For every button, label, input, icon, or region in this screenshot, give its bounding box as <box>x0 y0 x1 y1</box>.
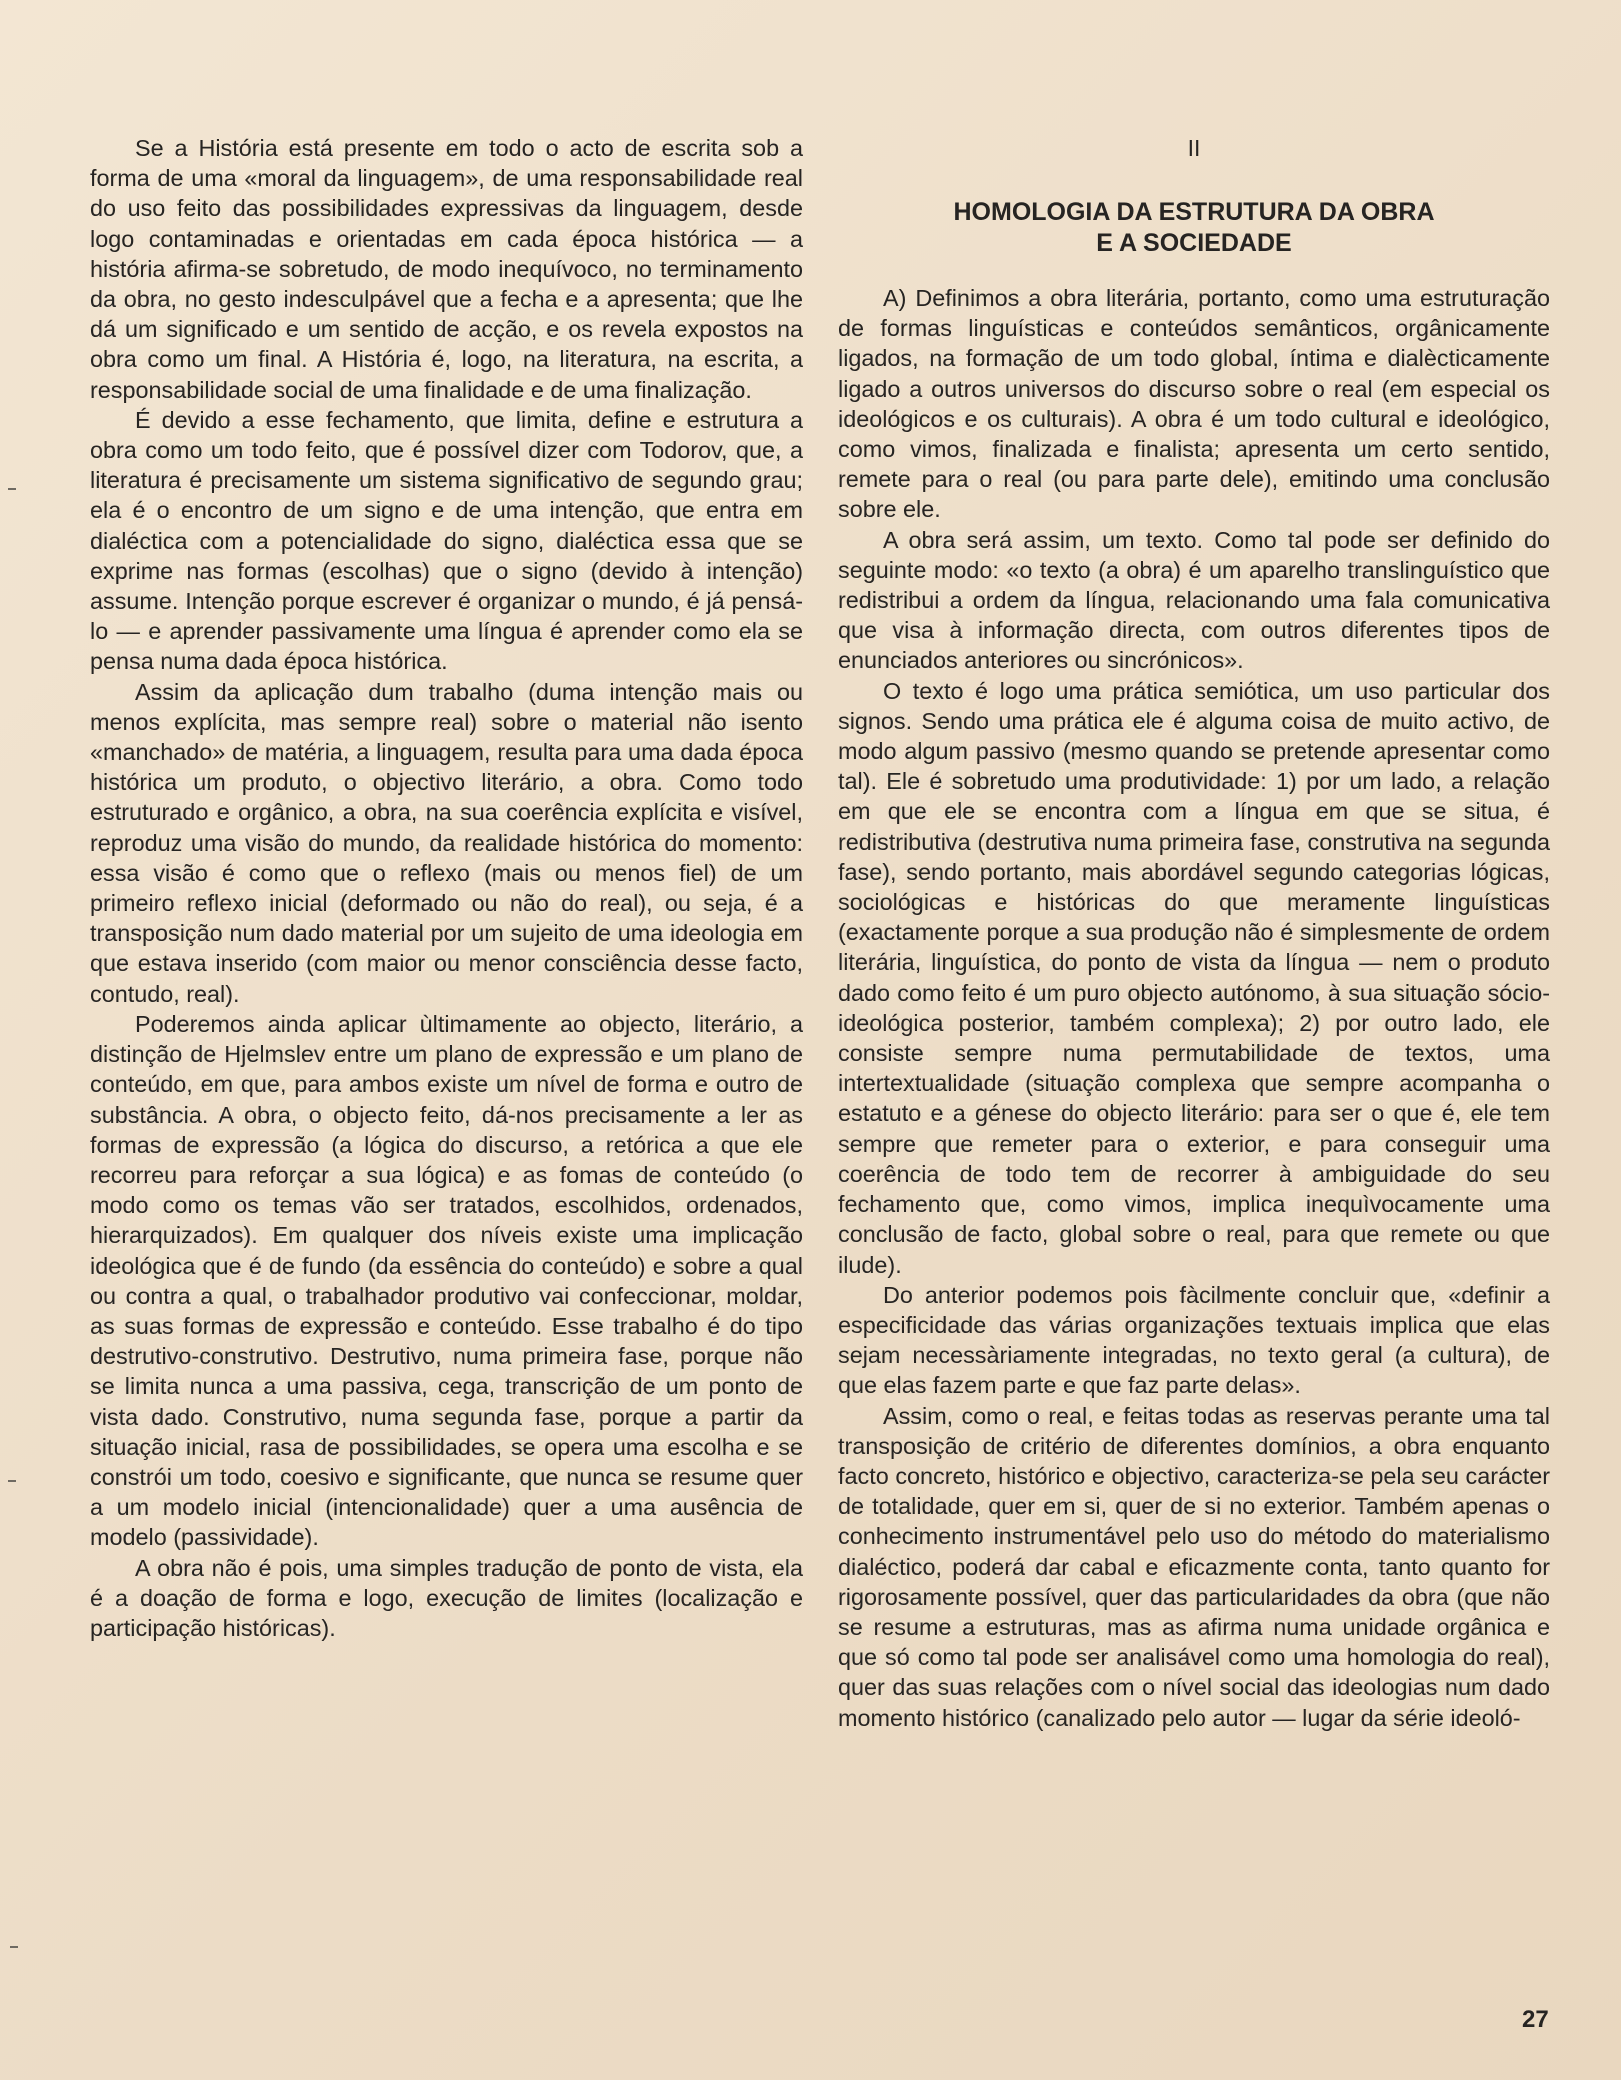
paragraph: A) Definimos a obra literária, portanto, como uma estruturação de formas linguísticas e conteúdos semânticos, orgânicamente ligados, na formação de um todo global, íntima e dialècticamente ligado a outros universos do discurso sobre o real (em especial os ideológicos e os culturais). A obra é um todo cultural e ideológico, como vimos, finalizada e finalista; apresenta um certo sentido, remete para o real (ou para parte dele), emitindo uma conclusão sobre ele. <box>838 285 1550 523</box>
page-number: 27 <box>1522 2006 1549 2033</box>
paragraph: Do anterior podemos pois fàcilmente concluir que, «definir a especificidade das várias organizações textuais implica que elas sejam necessàriamente integradas, no texto geral (a cultura), de que elas fazem parte e que faz parte delas». <box>838 1281 1550 1399</box>
left-column <box>90 133 803 1643</box>
paragraph: Assim, como o real, e feitas todas as reservas perante uma tal transposição de critério de diferentes domínios, a obra enquanto facto concreto, histórico e objectivo, caracteriza-se pela seu carácter de totalidade, quer em si, quer de si no exterior. Também apenas o conhecimento instrumentável pelo uso do método do materialismo dialéctico, poderá dar cabal e eficazmente conta, tanto quanto for rigorosamente possível, quer das particularidades da obra (que não se resume a estruturas, mas as afirma numa unidade orgânica e que só como tal pode ser analisável como uma homologia do real), quer das suas relações com o nível social das ideologias num dado momento histórico (canalizado pelo autor — lugar da série ideoló- <box>838 1402 1550 1731</box>
scan-mark <box>8 488 16 490</box>
paragraph: A obra será assim, um texto. Como tal pode ser definido do seguinte modo: «o texto (a obra) é um aparelho translinguístico que redistribui a ordem da língua, relacionando uma fala comunicativa que visa à informação directa, com outros diferentes tipos de enunciados anteriores ou sincrónicos». <box>838 526 1550 674</box>
paragraph: É devido a esse fechamento, que limita, define e estrutura a obra como um todo feito, que é possível dizer com Todorov, que, a literatura é precisamente um sistema significativo de segundo grau; ela é o encontro de um signo e de uma intenção, que entra em dialéctica com a potencialidade do signo, dialéctica essa que se exprime nas formas (escolhas) que o signo (devido à intenção) assume. Intenção porque escrever é organizar o mundo, é já pensá-lo — e aprender passivamente uma língua é aprender como ela se pensa numa dada época histórica. <box>90 406 803 675</box>
paragraph: Se a História está presente em todo o acto de escrita sob a forma de uma «moral da linguagem», de uma responsabilidade real do uso feito das possibilidades expressivas da linguagem, desde logo contaminadas e orientadas em cada época histórica — a história afirma-se sobretudo, de modo inequívoco, no terminamento da obra, no gesto indesculpável que a fecha e a apresenta; que lhe dá um significado e um sentido de acção, e os revela expostos na obra como um final. A História é, logo, na literatura, na escrita, a responsabilidade social de uma finalidade e de uma finalização. <box>90 135 803 403</box>
section-title-line: HOMOLOGIA DA ESTRUTURA DA OBRA <box>953 198 1435 226</box>
paragraph: O texto é logo uma prática semiótica, um uso particular dos signos. Sendo uma prática ele é alguma coisa de muito activo, de modo algum passivo (mesmo quando se pretende apresentar como tal). Ele é sobretudo uma produtividade: 1) por um lado, a relação em que ele se encontra com a língua em que se situa, é redistributiva (destrutiva numa primeira fase, construtiva na segunda fase), sendo portanto, mais abordável segundo categorias lógicas, sociológicas e históricas do que meramente linguísticas (exactamente porque a sua produção não é simplesmente de ordem literária, linguística, do ponto de vista da língua — nem o produto dado como feito é um puro objecto autónomo, à sua situação sócio-ideológica posterior, também complexa); 2) por outro lado, ele consiste sempre numa permutabilidade de textos, uma intertextualidade (situação complexa que sempre acompanha o estatuto e a génese do objecto literário: para ser o que é, ele tem sempre que remeter para o exterior, e para conseguir uma coerência de todo tem de recorrer à ambiguidade do seu fechamento que, como vimos, implica inequìvocamente uma conclusão de facto, global sobre o real, para que remete ou que ilude). <box>838 677 1550 1278</box>
section-number: II <box>1187 135 1201 161</box>
scan-mark <box>8 1480 16 1482</box>
right-column <box>838 133 1550 1733</box>
paragraph: A obra não é pois, uma simples tradução de ponto de vista, ela é a doação de forma e logo, execução de limites (localização e participação históricas). <box>90 1554 803 1641</box>
section-title-line: E A SOCIEDADE <box>1096 229 1292 257</box>
section-title <box>838 197 1550 259</box>
paragraph: Poderemos ainda aplicar ùltimamente ao objecto, literário, a distinção de Hjelmslev entre um plano de expressão e um plano de conteúdo, em que, para ambos existe um nível de forma e outro de substância. A obra, o objecto feito, dá-nos precisamente a ler as formas de expressão (a lógica do discurso, a retórica a que ele recorreu para reforçar a sua lógica) e as fomas de conteúdo (o modo como os temas vão ser tratados, escolhidos, ordenados, hierarquizados). Em qualquer dos níveis existe uma implicação ideológica que é de fundo (da essência do conteúdo) e sobre a qual ou contra a qual, o trabalhador produtivo vai confeccionar, moldar, as suas formas de expressão e conteúdo. Esse trabalho é do tipo destrutivo-construtivo. Destrutivo, numa primeira fase, porque não se limita nunca a uma passiva, cega, transcrição de um ponto de vista dado. Construtivo, numa segunda fase, porque a partir da situação inicial, rasa de possibilidades, se opera uma escolha e se constrói um todo, coesivo e significante, que nunca se resume quer a um modelo inicial (intencionalidade) quer a uma ausência de modelo (passividade). <box>90 1010 803 1551</box>
scan-mark <box>10 1946 18 1948</box>
paragraph: Assim da aplicação dum trabalho (duma intenção mais ou menos explícita, mas sempre real) sobre o material não isento «manchado» de matéria, a linguagem, resulta para uma dada época histórica um produto, o objectivo literário, a obra. Como todo estruturado e orgânico, a obra, na sua coerência explícita e visível, reproduz uma visão do mundo, da realidade histórica do momento: essa visão é como que o reflexo (mais ou menos fiel) de um primeiro reflexo inicial (deformado ou não do real), ou seja, é a transposição num dado material por um sujeito de uma ideologia em que estava inserido (com maior ou menor consciência desse facto, contudo, real). <box>90 678 803 1007</box>
